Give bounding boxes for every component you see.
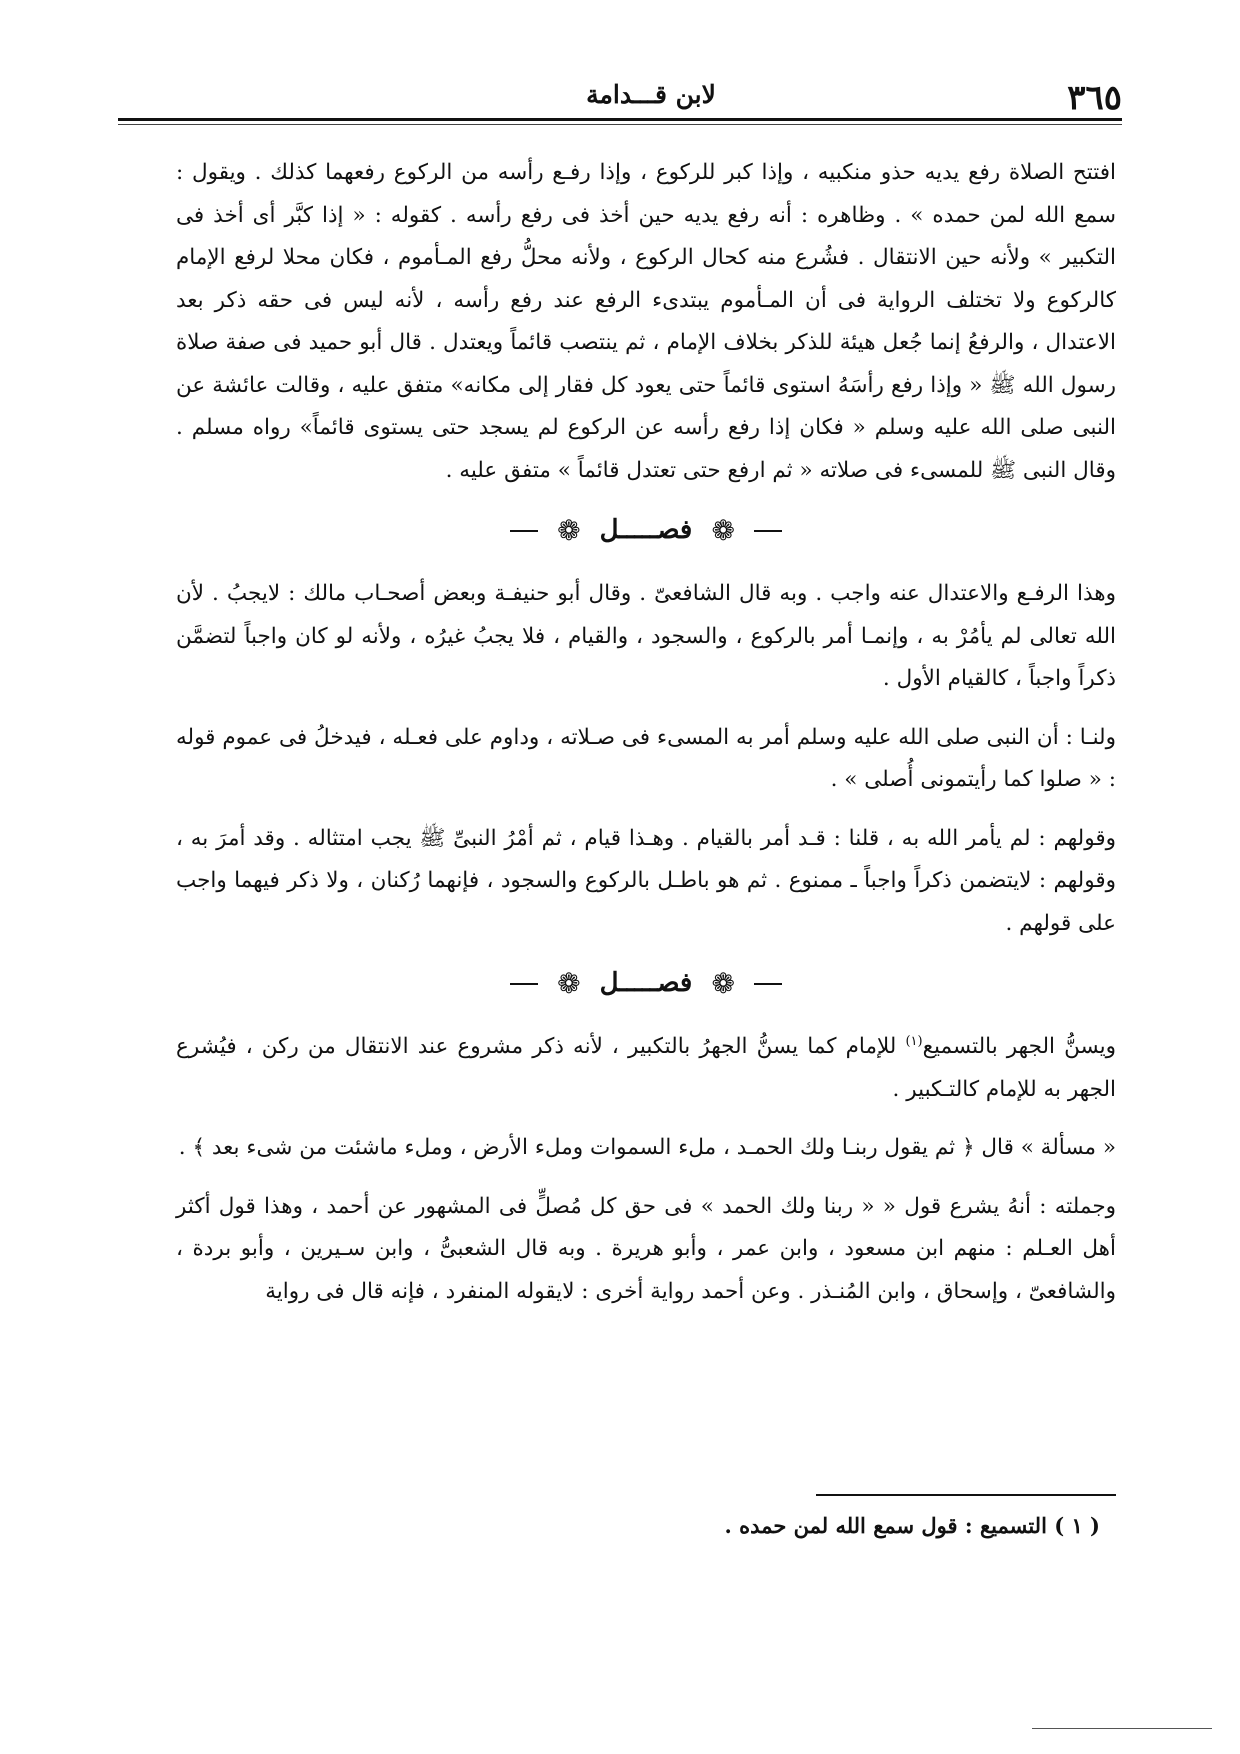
bottom-rule <box>1032 1728 1212 1729</box>
footnote: ( ١ ) التسميع : قول سمع الله لمن حمده . <box>724 1513 1100 1538</box>
arabesque-ornament-icon: ❁ <box>557 967 581 1000</box>
paragraph-4: وقولهم : لم يأمر الله به ، قلنا : قـد أمر بالقيام . وهـذا قيام ، ثم أمْرُ النبىِّ ﷺ يجب امتثاله . وقد أمرَ به ، وقولهم : لايتضمن ذكراً واجباً ـ ممنوع . ثم هو باطـل بالركوع والسجود ، فإنهما رُكنان ، ولا ذكر فيهما واجب على قولهم . <box>176 825 1116 936</box>
paragraph-1: افتتح الصلاة رفع يديه حذو منكبيه ، وإذا كبر للركوع ، وإذا رفـع رأسه من الركوع رفعهما كذلك . ويقول : سمع الله لمن حمده » . وظاهره : أنه رفع يديه حين أخذ فى رفع رأسه . كقوله : « إذا كبَّر أى أخذ فى التكبير » ولأنه حين الانتقال . فشُرع منه كحال الركوع ، ولأنه محلُّ رفع المـأموم ، فكان محلا لرفع الإمام كالركوع ولا تختلف الرواية فى أن المـأموم يبتدىء الرفع عند رفع رأسه ، لأنه ليس فى حقه ذكر بعد الاعتدال ، والرفعُ إنما جُعل هيئة للذكر بخلاف الإمام ، ثم ينتصب قائماً ويعتدل . قال أبو حميد فى صفة صلاة رسول الله ﷺ « وإذا رفع رأسَهُ استوى قائماً حتى يعود كل فقار إلى مكانه» متفق عليه ، وقالت عائشة عن النبى صلى الله عليه وسلم « فكان إذا رفع رأسه عن الركوع لم يسجد حتى يستوى قائماً» رواه مسلم . وقال النبى ﷺ للمسىء فى صلاته « ثم ارفع حتى تعتدل قائماً » متفق عليه . <box>176 160 1116 483</box>
heading-dash <box>754 530 782 532</box>
main-text <box>176 152 1116 1329</box>
arabesque-ornament-icon: ❁ <box>711 514 735 547</box>
header-rule <box>118 118 1122 121</box>
section-heading-1 <box>176 508 1116 553</box>
heading-dash <box>510 983 538 985</box>
page-number: ٣٦٥ <box>1067 78 1122 118</box>
paragraph-5-rest: للإمام كما يسنُّ الجهرُ بالتكبير ، لأنه ذكر مشروع عند الانتقال من ركن ، فيُشرع الجهر به للإمام كالتـكبير . <box>176 1034 1116 1102</box>
footnote-rule <box>816 1494 1116 1496</box>
running-title: لابن قـــدامة <box>586 80 716 109</box>
section-heading-2 <box>176 961 1116 1006</box>
paragraph-5-start: ويسنُّ الجهر بالتسميع <box>922 1034 1116 1059</box>
section-heading-label: فصـــــل <box>599 968 693 998</box>
paragraph-5 <box>176 1026 1116 1111</box>
heading-dash <box>754 983 782 985</box>
paragraph-7: وجملته : أنهُ يشرع قول « « ربنا ولك الحمد » فى حق كل مُصلٍّ فى المشهور عن أحمد ، وهذا قول أكثر أهل العـلم : منهم ابن مسعود ، وابن عمر ، وأبو هريرة . وبه قال الشعبىُّ ، وابن سـيرين ، وأبو بردة ، والشافعىّ ، وإسحاق ، وابن المُنـذر . وعن أحمد رواية أخرى : لايقوله المنفرد ، فإنه قال فى رواية <box>176 1193 1116 1304</box>
arabesque-ornament-icon: ❁ <box>711 967 735 1000</box>
heading-dash <box>510 530 538 532</box>
paragraph-6: « مسألة » قال ﴿ ثم يقول ربنـا ولك الحمـد ، ملء السموات وملء الأرض ، وملء ماشئت من شىء بعد ﴾ . <box>178 1135 1116 1160</box>
footnote-marker[interactable]: (١) <box>905 1033 923 1049</box>
paragraph-2: وهذا الرفـع والاعتدال عنه واجب . وبه قال الشافعىّ . وقال أبو حنيفـة وبعض أصحـاب مالك : لايجبُ . لأن الله تعالى لم يأمُرْ به ، وإنمـا أمر بالركوع ، والسجود ، والقيام ، فلا يجبُ غيرُه ، ولأنه لو كان واجباً لتضمَّن ذكراً واجباً ، كالقيام الأول . <box>176 581 1116 691</box>
arabesque-ornament-icon: ❁ <box>557 514 581 547</box>
section-heading-label: فصـــــل <box>599 515 693 545</box>
header-rule-thin <box>118 124 1122 125</box>
paragraph-3: ولنـا : أن النبى صلى الله عليه وسلم أمر به المسىء فى صـلاته ، وداوم على فعـله ، فيدخلُ فى عموم قوله : « صلوا كما رأيتمونى أُصلى » . <box>176 724 1116 792</box>
page-header <box>180 62 1122 122</box>
